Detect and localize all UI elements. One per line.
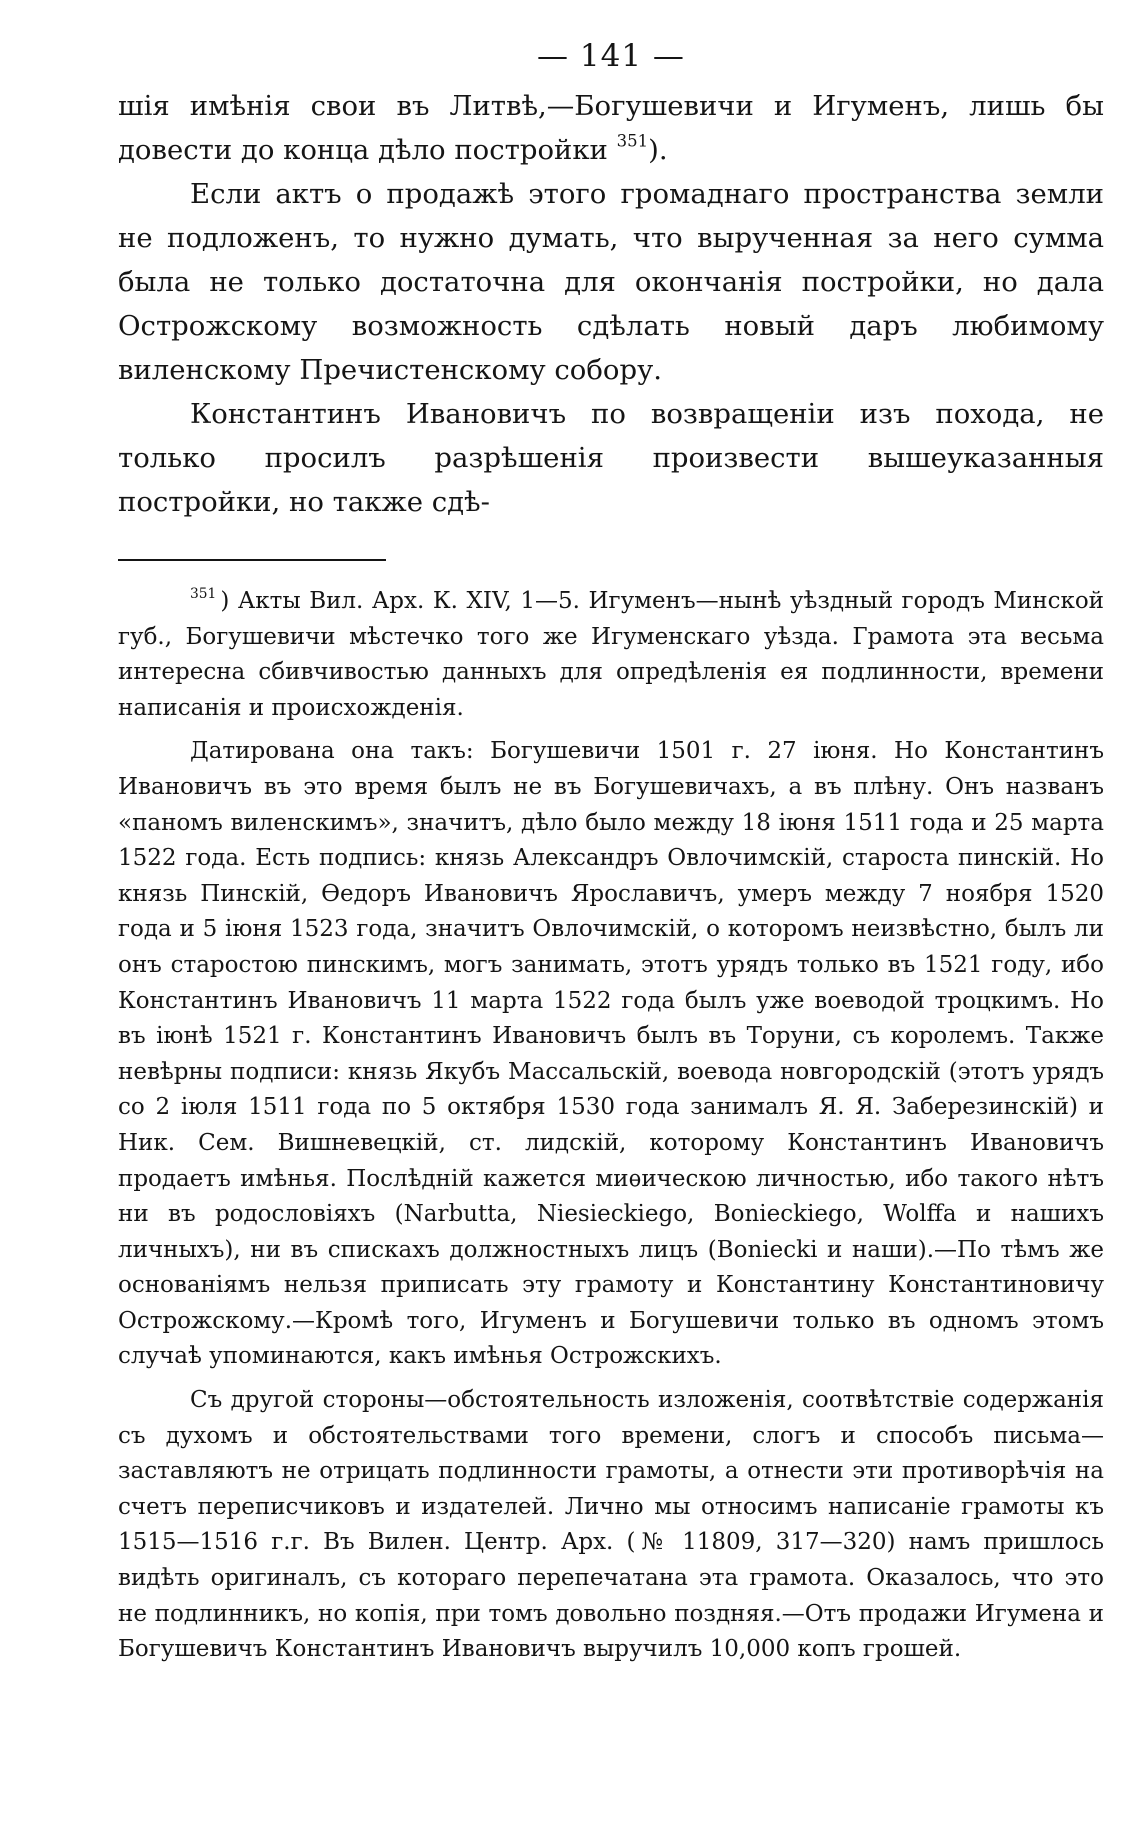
page-number: — 141 — bbox=[537, 38, 685, 74]
footnote-paragraph: Съ другой стороны—обстоятельность изложенія, соотвѣтствіе содержанія съ духомъ и обстоятельствами того времени, слогъ и способъ письма—заставляютъ не отрицать подлинности грамоты, а отнести эти противорѣчія на счетъ переписчиковъ и издателей. Лично мы относимъ написаніе грамоты къ 1515—1516 г.г. Въ Вилен. Центр. Арх. (№ 11809, 317—320) намъ пришлось видѣть оригиналъ, съ котораго перепечатана эта грамота. Оказалось, что это не подлинникъ, но копія, при томъ довольно поздняя.—Отъ продажи Игумена и Богушевичъ Константинъ Ивановичъ выручилъ 10,000 копъ грошей. bbox=[118, 1387, 1104, 1663]
footnote-paragraph: Датирована она такъ: Богушевичи 1501 г. 27 іюня. Но Константинъ Ивановичъ въ это время былъ не въ Богушевичахъ, а въ плѣну. Онъ названъ «паномъ виленскимъ», значитъ, дѣло было между 18 іюня 1511 года и 25 марта 1522 года. Есть подпись: князь Александръ Овлочимскій, староста пинскій. Но князь Пинскій, Ѳедоръ Ивановичъ Ярославичъ, умеръ между 7 ноября 1520 года и 5 іюня 1523 года, значитъ Овлочимскій, о которомъ неизвѣстно, былъ ли онъ старостою пинскимъ, могъ занимать, этотъ урядъ только въ 1521 году, ибо Константинъ Ивановичъ 11 марта 1522 года былъ уже воеводой троцкимъ. Но въ іюнѣ 1521 г. Константинъ Ивановичъ былъ въ Торуни, съ королемъ. Также невѣрны подписи: князь Якубъ Массальскій, воевода новгородскій (этотъ урядъ со 2 іюля 1511 года по 5 октября 1530 года занималъ Я. Я. Заберезинскій) и Ник. Сем. Вишневецкій, ст. лидскій, которому Константинъ Ивановичъ продаетъ имѣнья. Послѣдній кажется миѳическою личностью, ибо такого нѣтъ ни въ родословіяхъ (Narbutta, Niesieckiego, Bonieckiego, Wolffa и нашихъ личныхъ), ни въ спискахъ должностныхъ лицъ (Boniecki и наши).—По тѣмъ же основаніямъ нельзя приписать эту грамоту и Константину Константиновичу Острожскому.—Кромѣ того, Игуменъ и Богушевичи только въ одномъ этомъ случаѣ упоминаются, какъ имѣнья Острожскихъ. bbox=[118, 738, 1104, 1370]
footnote-reference[interactable]: 351 bbox=[616, 131, 649, 151]
body-text-span: ). bbox=[648, 134, 668, 166]
body-paragraph: Константинъ Ивановичъ по возвращеніи изъ похода, не только просилъ разрѣшенія произвести вышеуказанныя постройки, но также сдѣ- bbox=[118, 398, 1104, 518]
footnotes bbox=[118, 584, 1104, 1668]
book-page bbox=[118, 30, 1104, 1668]
body-paragraph: Если актъ о продажѣ этого громаднаго пространства земли не подложенъ, то нужно думать, что вырученная за него сумма была не только достаточна для окончанія постройки, но дала Острожскому возможность сдѣлать новый даръ любимому виленскому Пречистенскому собору. bbox=[118, 178, 1104, 386]
body-paragraph-continuation bbox=[118, 84, 1104, 172]
body-text-span: шія имѣнія свои въ Литвѣ,—Богушевичи и Игуменъ, лишь бы довести до конца дѣло постройки bbox=[118, 90, 1104, 166]
footnote-divider bbox=[118, 559, 386, 561]
main-text bbox=[118, 84, 1104, 524]
footnote-marker: 351 bbox=[190, 585, 217, 602]
footnote-text: ) Акты Вил. Арх. К. XIV, 1—5. Игуменъ—нынѣ уѣздный городъ Минской губ., Богушевичи мѣстечко того же Игуменскаго уѣзда. Грамота эта весьма интересна сбивчивостью данныхъ для опредѣленія ея подлинности, времени написанія и происхожденія. bbox=[118, 588, 1104, 721]
footnote-paragraph bbox=[118, 584, 1104, 726]
